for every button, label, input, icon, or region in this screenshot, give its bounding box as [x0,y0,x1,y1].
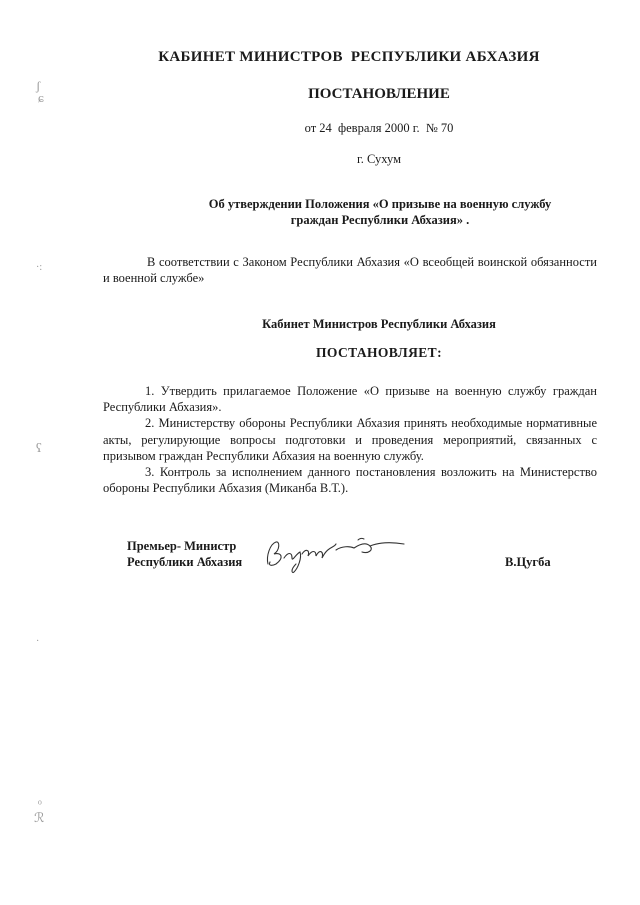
signatory-title-line: Республики Абхазия [127,555,243,569]
document-place: г. Сухум [356,152,401,166]
margin-mark: ·: [36,262,43,273]
margin-mark: ʃ [36,78,41,93]
clause-1: 1. Утвердить прилагаемое Положение «О призыве на военную службу граждан Республики Абхазия». [103,384,597,415]
enacting-body: Кабинет Министров Республики Абхазия [262,317,496,331]
enacting-verb: ПОСТАНОВЛЯЕТ: [315,345,442,360]
signatory-title-line: Премьер- Министр [127,539,237,553]
document-title [180,196,580,228]
document-title-line: Об утверждении Положения «О призыве на военную службу [208,197,552,211]
document-date-number: от 24 февраля 2000 г. № 70 [304,121,454,135]
margin-mark: · [36,636,40,647]
margin-mark: ᵒ [38,796,42,811]
issuing-authority: КАБИНЕТ МИНИСТРОВ РЕСПУБЛИКИ АБХАЗИЯ [158,49,540,65]
handwritten-signature [262,528,407,578]
document-title-line: граждан Республики Абхазия» . [290,213,470,227]
margin-mark: ℛ [34,810,45,825]
document-type: ПОСТАНОВЛЕНИЕ [308,86,450,102]
preamble-paragraph: В соответствии с Законом Республики Абхазия «О всеобщей воинской обязанности и военной службе» [103,255,597,285]
resolution-clauses [103,383,597,496]
signatory-name: В.Цугба [505,555,551,569]
signatory-title [127,538,242,570]
margin-mark: ʕ [36,440,42,455]
clause-2: 2. Министерству обороны Республики Абхазия принять необходимые нормативные акты, регулирующие вопросы подготовки и проведения мероприятий, связанных с призывом граждан Республики Абхазия на военную службу. [103,416,597,463]
clause-3: 3. Контроль за исполнением данного постановления возложить на Министерство обороны Республики Абхазия (Миканба В.Т.). [103,465,597,496]
margin-mark: ɕ [38,90,44,105]
